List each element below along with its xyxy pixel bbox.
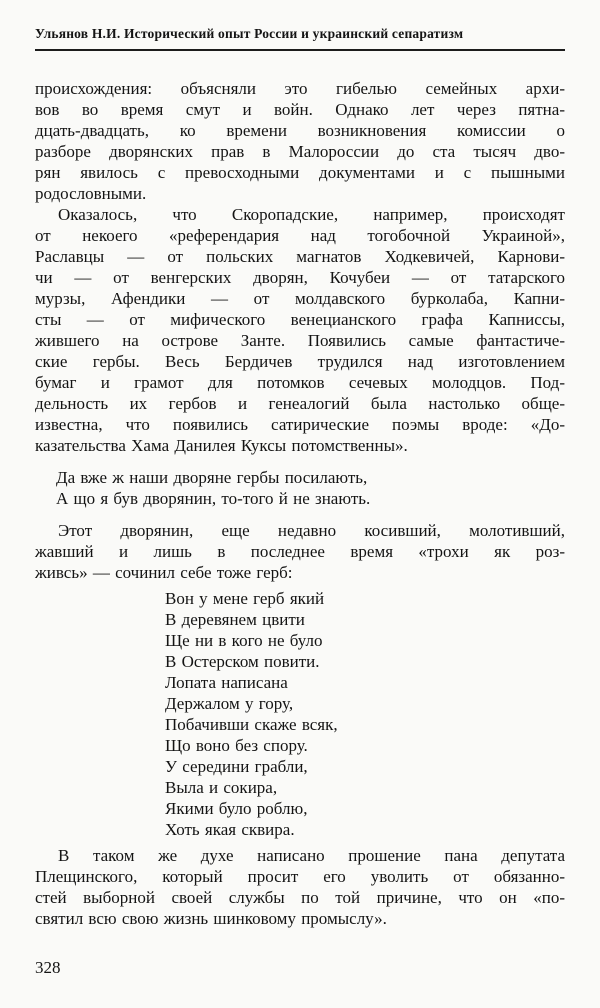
- text-line: В деревянем цвити: [165, 610, 305, 629]
- paragraph-3: [35, 520, 565, 583]
- verse-couplet: [56, 467, 565, 509]
- paragraph-4: [35, 845, 565, 929]
- text-line: мурзы, Афендики — от молдавского бурколаба, Капни-: [35, 289, 565, 308]
- text-line: разборе дворянских прав в Малороссии до ста тысяч дво-: [35, 142, 565, 161]
- text-line: ские гербы. Весь Бердичев трудился над изготовлением: [35, 352, 565, 371]
- text-line: бумаг и грамот для потомков сечевых молодцов. Под-: [35, 373, 565, 392]
- text-line: Оказалось, что Скоропадские, например, происходят: [58, 205, 565, 224]
- text-line: от некоего «референдария над тогобочной Украиной»,: [35, 226, 565, 245]
- text-line: В Остерском повити.: [165, 652, 320, 671]
- text-line: Хоть якая сквира.: [165, 820, 295, 839]
- text-line: В таком же духе написано прошение пана депутата: [58, 846, 565, 865]
- text-line: вов во время смут и войн. Однако лет через пятна-: [35, 100, 565, 119]
- running-head: Ульянов Н.И. Исторический опыт России и украинский сепаратизм: [35, 26, 464, 41]
- paragraph-2: [35, 204, 565, 456]
- text-line: Що воно без спору.: [165, 736, 308, 755]
- text-line: Выла и сокира,: [165, 778, 278, 797]
- text-line: рян явилось с превосходными документами и с пышными: [35, 163, 565, 182]
- text-line: Этот дворянин, еще недавно косивший, молотивший,: [58, 521, 565, 540]
- text-line: святил всю свою жизнь шинковому промыслу».: [35, 909, 387, 928]
- header-rule: [35, 49, 565, 51]
- text-line: живсь» — сочинил себе тоже герб:: [35, 563, 293, 582]
- text-line: родословными.: [35, 184, 147, 203]
- page-number: 328: [35, 958, 61, 977]
- text-line: Вон у мене герб який: [165, 589, 325, 608]
- text-line: казательства Хама Данилея Куксы потомственны».: [35, 436, 408, 455]
- text-line: Да вже ж наши дворяне гербы посилають,: [56, 468, 368, 487]
- text-line: жавший и лишь в последнее время «трохи як роз-: [35, 542, 565, 561]
- paragraph-1: [35, 78, 565, 204]
- text-line: Держалом у гору,: [165, 694, 294, 713]
- text-line: У середини грабли,: [165, 757, 308, 776]
- text-line: Ще ни в кого не було: [165, 631, 323, 650]
- herb-poem: [165, 588, 565, 840]
- text-line: чи — от венгерских дворян, Кочубеи — от татарского: [35, 268, 565, 287]
- text-line: жившего на острове Занте. Появились самые фантастиче-: [35, 331, 565, 350]
- page-body: [35, 78, 565, 929]
- text-line: Раславцы — от польских магнатов Ходкевичей, Карнови-: [35, 247, 565, 266]
- text-line: известна, что появились сатирические поэмы вроде: «До-: [35, 415, 565, 434]
- text-line: Лопата написана: [165, 673, 288, 692]
- text-line: Побачивши скаже всяк,: [165, 715, 338, 734]
- text-line: Якими було роблю,: [165, 799, 308, 818]
- text-line: А що я був дворянин, то-того й не знають.: [56, 489, 371, 508]
- text-line: дцать-двадцать, ко времени возникновения комиссии о: [35, 121, 565, 140]
- text-line: Плещинского, который просит его уволить от обязанно-: [35, 867, 565, 886]
- text-line: дельность их гербов и генеалогий была настолько обще-: [35, 394, 565, 413]
- text-line: сты — от мифического венецианского графа Капниссы,: [35, 310, 565, 329]
- text-line: происхождения: объясняли это гибелью семейных архи-: [35, 79, 565, 98]
- text-line: стей выборной своей службы по той причине, что он «по-: [35, 888, 565, 907]
